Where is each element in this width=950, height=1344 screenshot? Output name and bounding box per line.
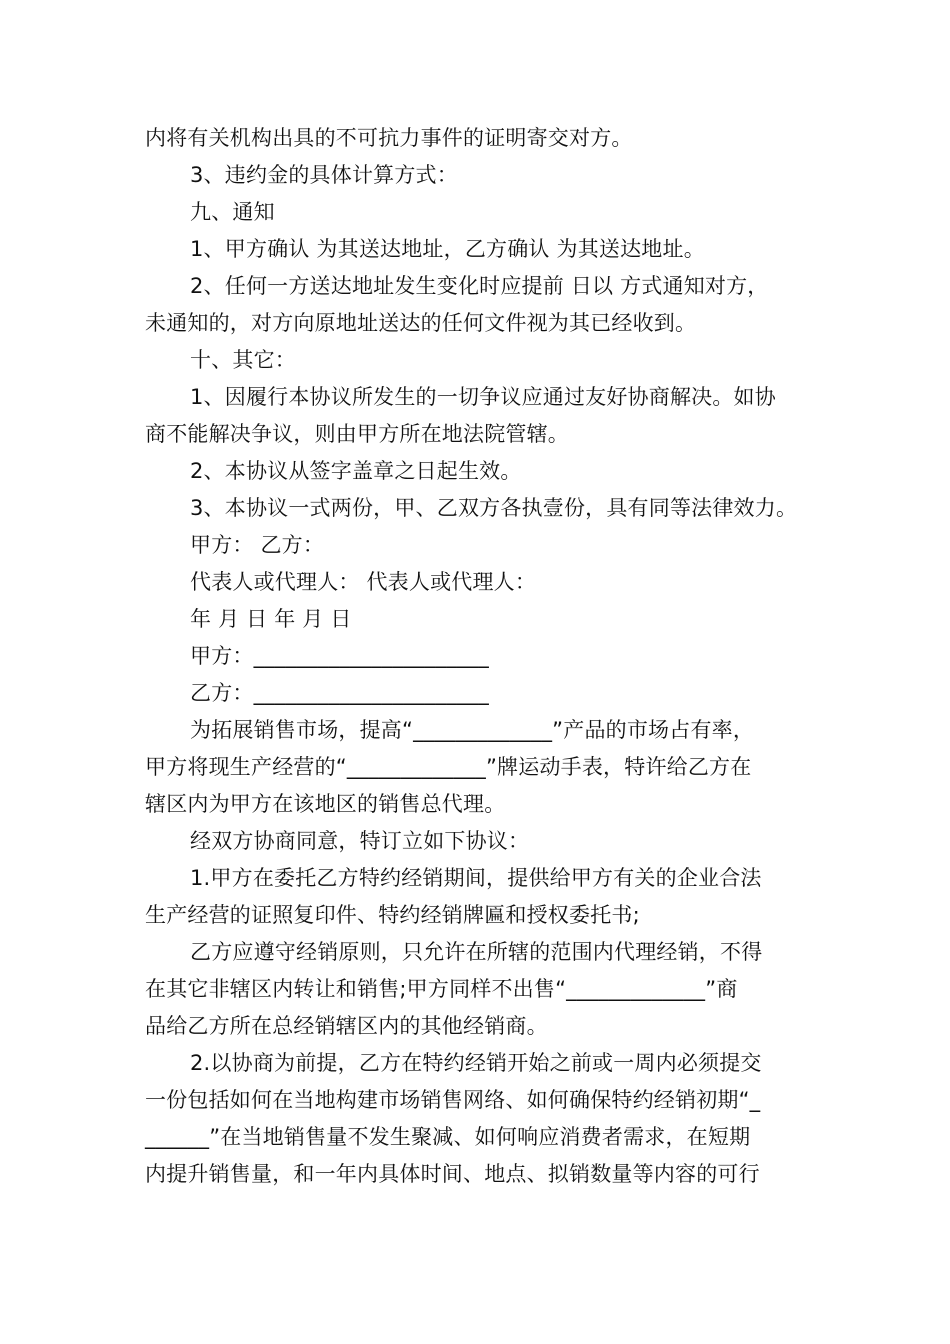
text-line: 未通知的，对方向原地址送达的任何文件视为其已经收到。 bbox=[145, 311, 697, 335]
section-heading: 九、通知 bbox=[190, 200, 275, 224]
text-line: 2、本协议从签字盖章之日起生效。 bbox=[190, 459, 522, 483]
signature-representatives: 代表人或代理人： 代表人或代理人： bbox=[190, 570, 537, 594]
text-line: 内提升销售量，和一年内具体时间、地点、拟销数量等内容的可行 bbox=[145, 1162, 760, 1186]
signature-dates: 年 月 日 年 月 日 bbox=[190, 607, 352, 631]
text-line: 甲方将现生产经营的“_____________”牌运动手表，特许给乙方在 bbox=[145, 755, 752, 779]
text-line: ______”在当地销售量不发生聚减、如何响应消费者需求，在短期 bbox=[145, 1125, 751, 1149]
text-line: 商不能解决争议，则由甲方所在地法院管辖。 bbox=[145, 422, 569, 446]
section-heading: 十、其它： bbox=[190, 348, 296, 372]
text-line: 2.以协商为前提，乙方在特约经销开始之前或一周内必须提交 bbox=[190, 1051, 762, 1075]
text-line: 1、因履行本协议所发生的一切争议应通过友好协商解决。如协 bbox=[190, 385, 776, 409]
text-line: 3、违约金的具体计算方式： bbox=[190, 163, 458, 187]
text-line: 内将有关机构出具的不可抗力事件的证明寄交对方。 bbox=[145, 126, 633, 150]
text-line: 在其它非辖区内转让和销售;甲方同样不出售“_____________”商 bbox=[145, 977, 738, 1001]
text-line: 乙方应遵守经销原则，只允许在所辖的范围内代理经销，不得 bbox=[190, 940, 763, 964]
text-line: 一份包括如何在当地构建市场销售网络、如何确保特约经销初期“_ bbox=[145, 1088, 761, 1112]
text-line: 2、任何一方送达地址发生变化时应提前 日以 方式通知对方， bbox=[190, 274, 769, 298]
party-a-blank: 甲方：______________________ bbox=[190, 644, 489, 668]
text-line: 经双方协商同意，特订立如下协议： bbox=[190, 829, 530, 853]
party-b-blank: 乙方：______________________ bbox=[190, 681, 489, 705]
text-line: 1.甲方在委托乙方特约经销期间，提供给甲方有关的企业合法 bbox=[190, 866, 762, 890]
text-line: 品给乙方所在总经销辖区内的其他经销商。 bbox=[145, 1014, 548, 1038]
text-line: 3、本协议一式两份，甲、乙双方各执壹份，具有同等法律效力。 bbox=[190, 496, 798, 520]
signature-parties: 甲方： 乙方： bbox=[190, 533, 325, 557]
text-line: 生产经营的证照复印件、特约经销牌匾和授权委托书; bbox=[145, 903, 640, 927]
text-line: 1、甲方确认 为其送达地址，乙方确认 为其送达地址。 bbox=[190, 237, 705, 261]
text-line: 为拓展销售市场，提高“_____________”产品的市场占有率， bbox=[190, 718, 755, 742]
text-line: 辖区内为甲方在该地区的销售总代理。 bbox=[145, 792, 506, 816]
